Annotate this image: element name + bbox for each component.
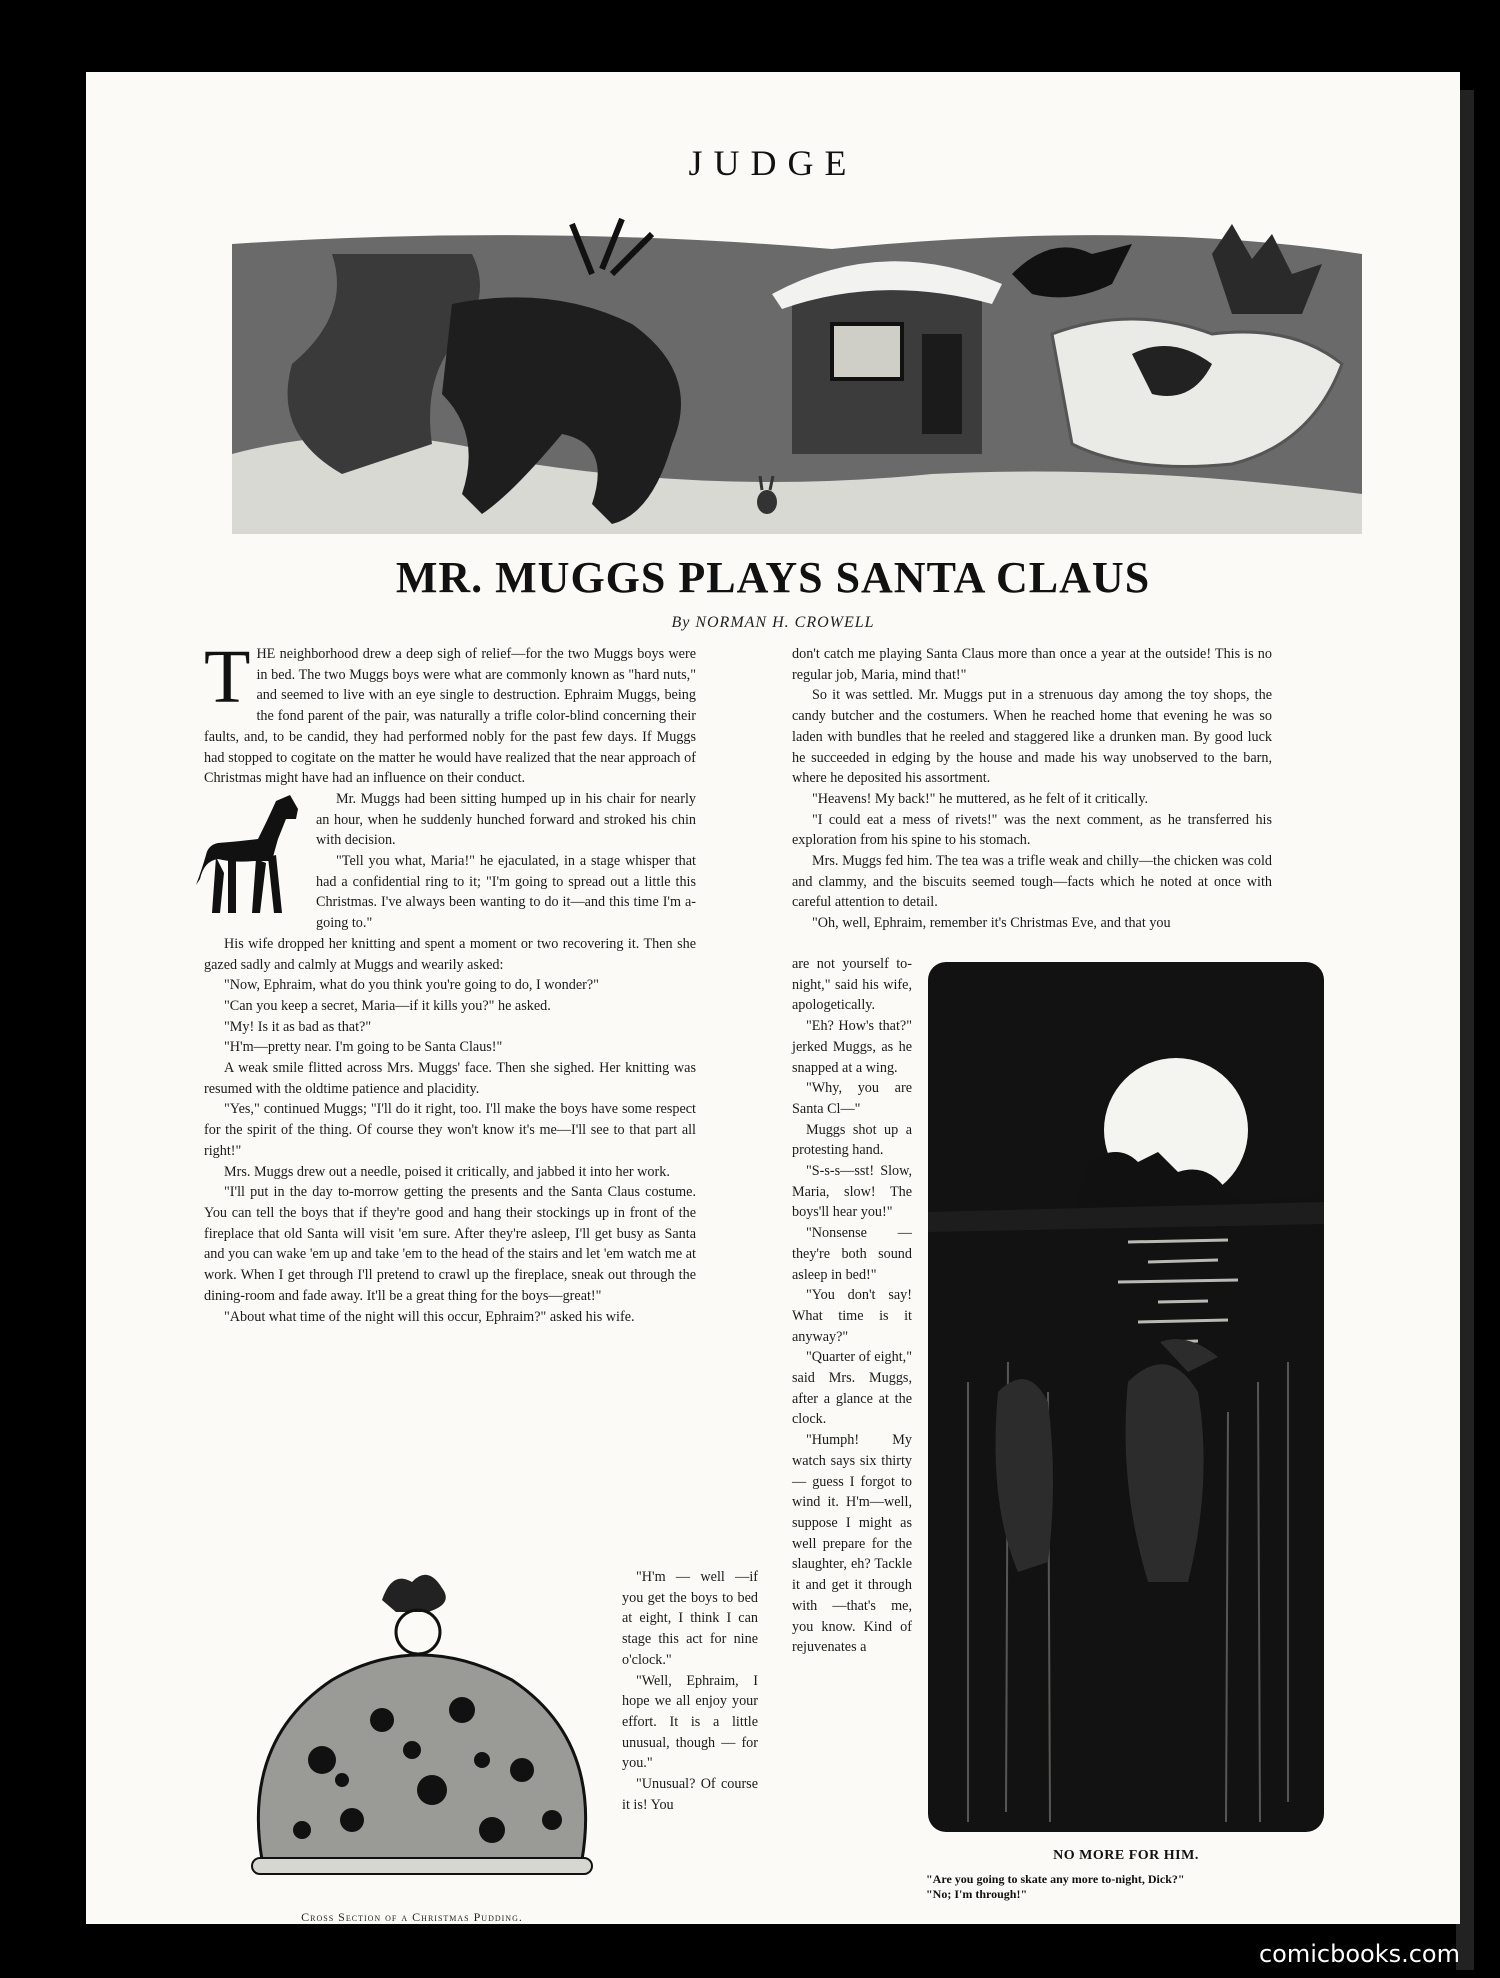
paragraph: "Eh? How's that?" jerked Muggs, as he snapped at a wing.: [792, 1018, 912, 1076]
christmas-pudding-illustration: [232, 1560, 612, 1900]
skaters-caption-title: NO MORE FOR HIM.: [1053, 1848, 1199, 1863]
paragraph: So it was settled. Mr. Muggs put in a strenuous day among the toy shops, the candy butcher and the costumers. When he reached home that evening he was so laden with bundles that he reeled and staggered like a drunken man. By good luck he succeeded in edging by the house and made his way unobserved to the barn, where he deposited his assortment.: [792, 687, 1272, 787]
magazine-page: [86, 72, 1460, 1924]
paragraph: "H'm — well —if you get the boys to bed at eight, I think I can stage this act for nine o'clock.": [622, 1569, 758, 1668]
paragraph: "Oh, well, Ephraim, remember it's Christmas Eve, and that you: [812, 915, 1171, 932]
paragraph: "H'm—pretty near. I'm going to be Santa Claus!": [224, 1039, 503, 1056]
paragraph: "Quarter of eight," said Mrs. Muggs, after a glance at the clock.: [792, 1349, 912, 1428]
article-headline: MR. MUGGS PLAYS SANTA CLAUS: [395, 553, 1151, 602]
paragraph: "My! Is it as bad as that?": [224, 1018, 372, 1035]
paragraph: HE neighborhood drew a deep sigh of relief—for the two Muggs boys were in bed. The two Muggs boys were what are commonly known as "hard nuts," and seemed to live with an eye single to destruction. Ephraim Muggs, being the fond parent of the pair, was naturally a trifle color-blind concerning their faults, and, to be candid, they had performed nobly for the past few days. If Muggs had stopped to cogitate on the matter he would have realized that the near approach of Christmas might have had an influence on their conduct.: [204, 646, 696, 787]
paragraph: don't catch me playing Santa Claus more than once a year at the outside! This is no regular job, Maria, mind that!": [792, 646, 1272, 683]
paragraph: are not yourself to-night," said his wife, apologetically.: [792, 956, 912, 1014]
paragraph: "You don't say! What time is it anyway?": [792, 1287, 912, 1345]
horse-silhouette-icon: [194, 789, 302, 915]
paragraph: "Tell you what, Maria!" he ejaculated, in a stage whisper that had a confidential ring to it; "I'm going to spread out a little this Christmas. I've always been wanting to do it—and this time I'm a-going to.": [316, 853, 696, 932]
reindeer-banner-illustration: [232, 214, 1362, 534]
article-byline: By NORMAN H. CROWELL: [671, 614, 875, 631]
drop-cap: T: [204, 635, 251, 719]
masthead: JUDGE: [688, 143, 858, 183]
article-narrow-column-1: [622, 1567, 758, 1815]
paragraph: "Humph! My watch says six thirty — guess I forgot to wind it. H'm—well, suppose I might as well prepare for the slaughter, eh? Tackle it and get it through with —that's me, you know. Kind of rejuvenates a: [792, 1432, 912, 1656]
paragraph: Mrs. Muggs drew out a needle, poised it critically, and jabbed it into her work.: [224, 1163, 670, 1180]
paragraph: "Unusual? Of course it is! You: [622, 1776, 758, 1813]
article-narrow-column-2: [792, 954, 912, 1658]
paragraph: Mr. Muggs had been sitting humped up in his chair for nearly an hour, when he suddenly hunched forward and stroked his chin with decision.: [316, 790, 696, 849]
paragraph: "I'll put in the day to-morrow getting the presents and the Santa Claus costume. You can tell the boys that if they're good and hang their stockings up in front of the fireplace that old Santa will visit 'em sure. After they're asleep, I'll get busy as Santa and you can wake 'em up and take 'em to the head of the stairs and let 'em watch me at work. When I get through I'll pretend to crawl up the fireplace, sneak out through the dining-room and fade away. It'll be a great thing for the boys—great!": [204, 1184, 696, 1304]
paragraph: "Nonsense — they're both sound asleep in bed!": [792, 1225, 912, 1283]
paragraph: Muggs shot up a protesting hand.: [792, 1121, 912, 1159]
paragraph: His wife dropped her knitting and spent a moment or two recovering it. Then she gazed sadly and calmly at Muggs and wearily asked:: [204, 935, 696, 973]
moonlit-skaters-illustration: [928, 962, 1324, 1832]
paragraph: "Can you keep a secret, Maria—if it kills you?" he asked.: [224, 997, 551, 1014]
paragraph: "Why, you are Santa Cl—": [792, 1080, 912, 1117]
paragraph: "Yes," continued Muggs; "I'll do it right, too. I'll make the boys have some respect for the spirit of the thing. Of course they won't know it's me—I'll see to that part all right!": [204, 1101, 696, 1159]
paragraph: "Heavens! My back!" he muttered, as he felt of it critically.: [812, 790, 1149, 807]
article-column-2: [792, 644, 1272, 934]
paragraph: Mrs. Muggs fed him. The tea was a trifle weak and chilly—the chicken was cold and clammy, and the biscuits seemed tough—facts which he noted at once with careful attention to detail.: [792, 853, 1272, 911]
paragraph: "About what time of the night will this occur, Ephraim?" asked his wife.: [224, 1308, 635, 1325]
skaters-caption-line-1: "Are you going to skate any more to-night, Dick?": [926, 1872, 1185, 1886]
skaters-caption-line-2: "No; I'm through!": [926, 1887, 1028, 1901]
pudding-caption: Cross Section of a Christmas Pudding.: [301, 1910, 523, 1924]
paragraph: "Now, Ephraim, what do you think you're going to do, I wonder?": [224, 977, 599, 994]
site-watermark: comicbooks.com: [1258, 1940, 1460, 1968]
article-column-1: [204, 635, 696, 1327]
paragraph: "S-s-s—sst! Slow, Maria, slow! The boys'll hear you!": [792, 1163, 912, 1221]
paragraph: "I could eat a mess of rivets!" was the next comment, as he transferred his exploration from his spine to his stomach.: [792, 811, 1272, 849]
paragraph: A weak smile flitted across Mrs. Muggs' face. Then she sighed. Her knitting was resumed with the oldtime patience and placidity.: [204, 1060, 696, 1097]
paragraph: "Well, Ephraim, I hope we all enjoy your effort. It is a little unusual, though — for you.": [622, 1672, 758, 1772]
